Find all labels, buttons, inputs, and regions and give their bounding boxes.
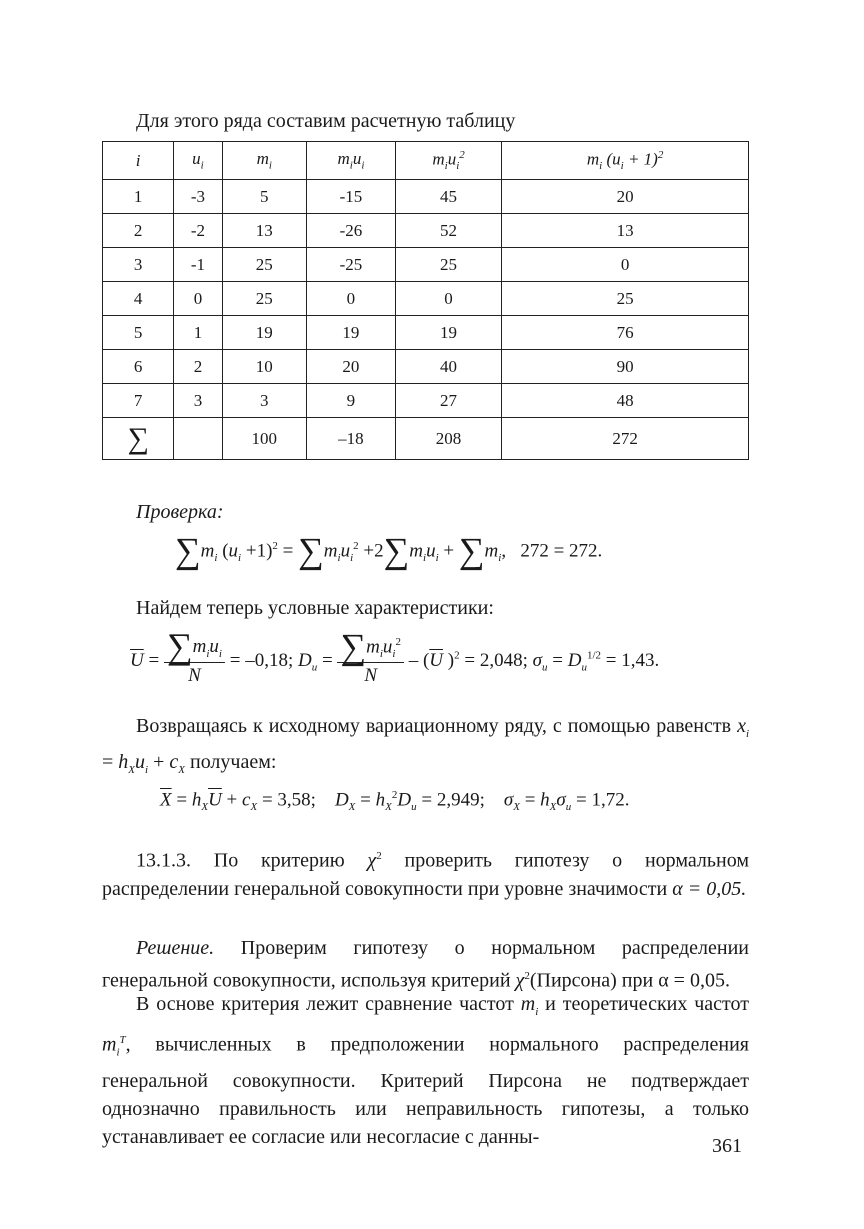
table-cell: 3 <box>174 384 222 418</box>
table-cell: 13 <box>222 214 306 248</box>
table-cell: -2 <box>174 214 222 248</box>
sigma-x-value: 1,72. <box>591 789 630 811</box>
conditional-intro: Найдем теперь условные характеристики: <box>136 597 494 619</box>
u-mean-value: –0,18; <box>245 649 294 671</box>
sum-cell: –18 <box>307 418 396 460</box>
table-cell: 76 <box>502 316 749 350</box>
final-formula: $\overline{X} = h_X\overline{U} + c_X = 3,58$; $D_X = h_X^2D_u = 2,949$; $\sigma_X = h_X\sigma_u = 1,72$. <box>160 789 630 814</box>
table-cell: 5 <box>103 316 174 350</box>
table-row <box>103 316 749 350</box>
conditional-formula: $\overline{U}$ = $\frac{\sum m_iu_i}{N}$ = –0,18; $D_u$ = $\frac{\sum m_iu_i^2}{N}$ – ($\overline{U}$ )$^2$ = 2,048; $\sigma_u = D_u^{1/2} = 1,43$. <box>130 626 660 687</box>
table-cell: 25 <box>395 248 501 282</box>
header-m: $m_i$ <box>222 142 306 180</box>
sum-cell: 272 <box>502 418 749 460</box>
table-cell: 0 <box>174 282 222 316</box>
table-cell: 1 <box>174 316 222 350</box>
check-result: 272 = 272. <box>520 540 603 562</box>
header-mu2: $m_iu_i^2$ <box>395 142 501 180</box>
dx-value: 2,949; <box>436 789 485 811</box>
table-cell: 19 <box>222 316 306 350</box>
solution-paragraph: Решение. Проверим гипотезу о нормальном распределении генеральной совокупности, используя критерий $\chi^2(Пирсона)$ при α = 0,05. <box>102 937 750 992</box>
table-cell: 0 <box>502 248 749 282</box>
table-cell: 7 <box>103 384 174 418</box>
return-paragraph: Возвращаясь к исходному вариационному ряду, с помощью равенств $x_i = h_Xu_i + c_X$ получаем: <box>102 715 750 776</box>
sigma-u-value: 1,43. <box>621 649 660 671</box>
table-cell: -25 <box>307 248 396 282</box>
table-cell: 2 <box>174 350 222 384</box>
table-cell: 3 <box>222 384 306 418</box>
table-cell: 2 <box>103 214 174 248</box>
table-cell: 52 <box>395 214 501 248</box>
table-cell: 4 <box>103 282 174 316</box>
header-u: $u_i$ <box>174 142 222 180</box>
check-formula: $\sum m_i$ $(u_i +1)^2 = \sum m_iu_i^2 +2\sum m_iu_i + \sum m_i$, 272 = 272. <box>175 530 603 571</box>
table-cell: 90 <box>502 350 749 384</box>
header-i: i <box>103 142 174 180</box>
table-cell: 25 <box>222 282 306 316</box>
header-m-u-plus-1-sq: $m_i$ $(u_i + 1)^2$ <box>502 142 749 180</box>
table-row <box>103 282 749 316</box>
table-row <box>103 248 749 282</box>
table-cell: -15 <box>307 180 396 214</box>
table-cell: 19 <box>395 316 501 350</box>
table-cell: 25 <box>502 282 749 316</box>
task-paragraph: 13.1.3. По критерию $\chi^2$ проверить гипотезу о нормальном распределении генеральной совокупности при уровне значимости α = 0,05. <box>102 849 750 900</box>
du-value: 2,048; <box>479 649 528 671</box>
page-number: 361 <box>712 1135 742 1157</box>
table-cell: -1 <box>174 248 222 282</box>
table-cell: 45 <box>395 180 501 214</box>
table-cell: 48 <box>502 384 749 418</box>
header-mu: $m_iu_i$ <box>307 142 396 180</box>
table-cell: 40 <box>395 350 501 384</box>
table-row <box>103 180 749 214</box>
table-cell: -3 <box>174 180 222 214</box>
table-row <box>103 214 749 248</box>
table-cell: 3 <box>103 248 174 282</box>
table-caption: Для этого ряда составим расчетную таблицу <box>136 110 516 132</box>
table-cell: 5 <box>222 180 306 214</box>
check-label: Проверка: <box>136 501 224 523</box>
table-cell: 6 <box>103 350 174 384</box>
table-cell: 0 <box>307 282 396 316</box>
calculation-table <box>102 141 749 460</box>
sum-cell: 100 <box>222 418 306 460</box>
table-cell: 20 <box>502 180 749 214</box>
sum-symbol: ∑ <box>103 418 174 460</box>
table-cell: 20 <box>307 350 396 384</box>
table-cell: 10 <box>222 350 306 384</box>
sum-cell: 208 <box>395 418 501 460</box>
table-cell: 0 <box>395 282 501 316</box>
sum-cell <box>174 418 222 460</box>
table-cell: 13 <box>502 214 749 248</box>
basis-paragraph: В основе критерия лежит сравнение частот $m_i$ и теоретических частот $m_i^T$, вычисленных в предположении нормального распределения генеральной совокупности. Критерий Пирсона не подтверждает однозначно правильность или неправильность гипотезы, а только устанавливает ее согласие или несогласие с данны- <box>102 993 750 1148</box>
table-header-row <box>103 142 749 180</box>
table-cell: 19 <box>307 316 396 350</box>
x-mean-value: 3,58; <box>277 789 316 811</box>
table-row <box>103 384 749 418</box>
table-row <box>103 350 749 384</box>
table-cell: 27 <box>395 384 501 418</box>
table-cell: 25 <box>222 248 306 282</box>
table-cell: -26 <box>307 214 396 248</box>
table-cell: 1 <box>103 180 174 214</box>
sum-row <box>103 418 749 460</box>
table-cell: 9 <box>307 384 396 418</box>
